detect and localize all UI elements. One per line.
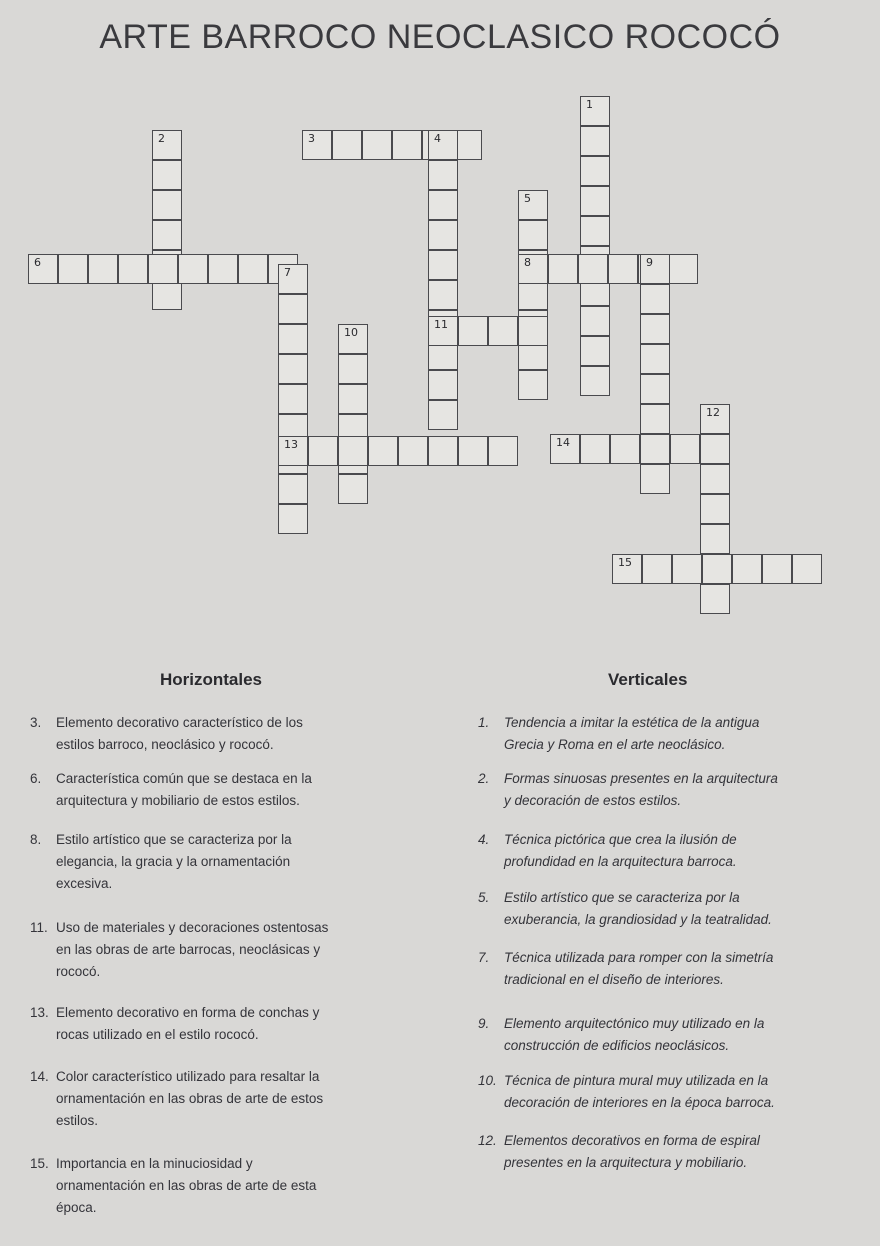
clue-h14: 14. Color característico utilizado para resaltar la ornamentación en las obras de arte de estos estilos. [30, 1069, 324, 1128]
crossword-cell[interactable] [208, 254, 238, 284]
crossword-cell[interactable] [580, 434, 610, 464]
crossword-cell[interactable] [580, 186, 610, 216]
crossword-cell[interactable] [398, 436, 428, 466]
crossword-cell[interactable] [178, 254, 208, 284]
crossword-cell[interactable] [278, 354, 308, 384]
clue-h8: 8. Estilo artístico que se caracteriza por la elegancia, la gracia y la ornamentación excesiva. [30, 832, 292, 891]
clue-h3: 3. Elemento decorativo característico de los estilos barroco, neoclásico y rococó. [30, 715, 303, 752]
crossword-cell[interactable] [278, 264, 308, 294]
crossword-cell[interactable] [428, 190, 458, 220]
clue-number-14: 14 [556, 436, 570, 449]
crossword-cell[interactable] [518, 280, 548, 310]
crossword-cell[interactable] [580, 216, 610, 246]
crossword-cell[interactable] [28, 254, 58, 284]
crossword-cell[interactable] [672, 554, 702, 584]
crossword-cell[interactable] [88, 254, 118, 284]
crossword-cell[interactable] [700, 404, 730, 434]
crossword-cell[interactable] [338, 384, 368, 414]
worksheet-title: ARTE BARROCO NEOCLASICO ROCOCÓ [99, 18, 781, 56]
crossword-cell[interactable] [640, 284, 670, 314]
crossword-cell[interactable] [608, 254, 638, 284]
crossword-cell[interactable] [700, 584, 730, 614]
crossword-cell[interactable] [700, 464, 730, 494]
clue-number-11: 11 [434, 318, 448, 331]
clue-number-8: 8 [524, 256, 531, 269]
clue-v10: 10. Técnica de pintura mural muy utilizada en la decoración de interiores en la época barroca. [478, 1073, 775, 1110]
crossword-cell[interactable] [548, 254, 578, 284]
crossword-cell[interactable] [580, 306, 610, 336]
clue-number-1: 1 [586, 98, 593, 111]
crossword-cell[interactable] [362, 130, 392, 160]
crossword-cell[interactable] [640, 254, 670, 284]
clue-h13: 13. Elemento decorativo en forma de conchas y rocas utilizado en el estilo rococó. [30, 1005, 320, 1042]
crossword-cell[interactable] [612, 554, 642, 584]
horizontal-heading: Horizontales [160, 670, 263, 689]
crossword-cell[interactable] [338, 354, 368, 384]
clue-h11: 11. Uso de materiales y decoraciones ostentosas en las obras de arte barrocas, neoclásicas y rococó. [30, 920, 329, 979]
crossword-cell[interactable] [368, 436, 398, 466]
crossword-cell[interactable] [640, 314, 670, 344]
crossword-cell[interactable] [518, 370, 548, 400]
crossword-cell[interactable] [238, 254, 268, 284]
clue-h15: 15. Importancia en la minuciosidad y ornamentación en las obras de arte de esta época. [30, 1156, 317, 1215]
clue-v1: 1. Tendencia a imitar la estética de la antigua Grecia y Roma en el arte neoclásico. [478, 715, 760, 752]
crossword-cell[interactable] [278, 504, 308, 534]
crossword-cell[interactable] [580, 366, 610, 396]
crossword-cell[interactable] [458, 436, 488, 466]
crossword-cell[interactable] [488, 436, 518, 466]
crossword-cell[interactable] [428, 400, 458, 430]
crossword-cell[interactable] [338, 436, 368, 466]
crossword-cell[interactable] [700, 494, 730, 524]
clue-number-5: 5 [524, 192, 531, 205]
crossword-cell[interactable] [428, 160, 458, 190]
crossword-cell[interactable] [640, 464, 670, 494]
crossword-cell[interactable] [732, 554, 762, 584]
crossword-cell[interactable] [580, 96, 610, 126]
vertical-heading: Verticales [608, 670, 688, 689]
crossword-cell[interactable] [118, 254, 148, 284]
crossword-cell[interactable] [152, 190, 182, 220]
crossword-cell[interactable] [700, 524, 730, 554]
crossword-cell[interactable] [152, 220, 182, 250]
crossword-cell[interactable] [428, 220, 458, 250]
crossword-cell[interactable] [640, 434, 670, 464]
crossword-cell[interactable] [278, 294, 308, 324]
crossword-cell[interactable] [278, 384, 308, 414]
crossword-cell[interactable] [428, 316, 458, 346]
crossword-cell[interactable] [762, 554, 792, 584]
crossword-cell[interactable] [58, 254, 88, 284]
crossword-cell[interactable] [580, 336, 610, 366]
clue-number-9: 9 [646, 256, 653, 269]
crossword-cell[interactable] [518, 316, 548, 346]
clue-number-7: 7 [284, 266, 291, 279]
crossword-cell[interactable] [392, 130, 422, 160]
clue-number-4: 4 [434, 132, 441, 145]
crossword-cell[interactable] [578, 254, 608, 284]
clue-v7: 7. Técnica utilizada para romper con la simetría tradicional en el diseño de interiores. [478, 950, 774, 987]
clue-v4: 4. Técnica pictórica que crea la ilusión de profundidad en la arquitectura barroca. [478, 832, 737, 869]
clue-v2: 2. Formas sinuosas presentes en la arquitectura y decoración de estos estilos. [478, 771, 778, 808]
crossword-cell[interactable] [332, 130, 362, 160]
crossword-cell[interactable] [580, 126, 610, 156]
crossword-cell[interactable] [302, 130, 332, 160]
clue-number-13: 13 [284, 438, 298, 451]
crossword-cell[interactable] [668, 254, 698, 284]
crossword-cell[interactable] [338, 324, 368, 354]
crossword-cell[interactable] [550, 434, 580, 464]
crossword-cell[interactable] [700, 434, 730, 464]
crossword-cell[interactable] [278, 474, 308, 504]
crossword-cell[interactable] [580, 156, 610, 186]
crossword-cell[interactable] [640, 404, 670, 434]
crossword-cell[interactable] [670, 434, 700, 464]
crossword-cell[interactable] [518, 254, 548, 284]
crossword-cell[interactable] [428, 370, 458, 400]
crossword-cell[interactable] [640, 344, 670, 374]
clue-h6: 6. Característica común que se destaca en la arquitectura y mobiliario de estos estilos. [30, 771, 312, 808]
crossword-cell[interactable] [278, 324, 308, 354]
crossword-cell[interactable] [308, 436, 338, 466]
crossword-cell[interactable] [428, 130, 458, 160]
clue-number-2: 2 [158, 132, 165, 145]
clue-number-3: 3 [308, 132, 315, 145]
crossword-cell[interactable] [428, 436, 458, 466]
crossword-cell[interactable] [518, 220, 548, 250]
crossword-cell[interactable] [458, 316, 488, 346]
crossword-cell[interactable] [518, 190, 548, 220]
clue-number-15: 15 [618, 556, 632, 569]
crossword-cell[interactable] [702, 554, 732, 584]
crossword-cell[interactable] [148, 254, 178, 284]
crossword-cell[interactable] [640, 374, 670, 404]
crossword-cell[interactable] [428, 250, 458, 280]
crossword-cell[interactable] [610, 434, 640, 464]
clue-v5: 5. Estilo artístico que se caracteriza por la exuberancia, la grandiosidad y la teatralidad. [478, 890, 772, 927]
clue-number-12: 12 [706, 406, 720, 419]
clue-number-6: 6 [34, 256, 41, 269]
crossword-cell[interactable] [642, 554, 672, 584]
clue-v12: 12. Elementos decorativos en forma de espiral presentes en la arquitectura y mobiliario. [478, 1133, 760, 1170]
crossword-cell[interactable] [152, 160, 182, 190]
crossword-cell[interactable] [152, 130, 182, 160]
crossword-cell[interactable] [792, 554, 822, 584]
crossword-cell[interactable] [488, 316, 518, 346]
crossword-cell[interactable] [338, 474, 368, 504]
clue-number-10: 10 [344, 326, 358, 339]
clue-v9: 9. Elemento arquitectónico muy utilizado en la construcción de edificios neoclásicos. [478, 1016, 765, 1053]
crossword-cell[interactable] [278, 436, 308, 466]
crossword-cell[interactable] [428, 280, 458, 310]
crossword-cell[interactable] [152, 280, 182, 310]
